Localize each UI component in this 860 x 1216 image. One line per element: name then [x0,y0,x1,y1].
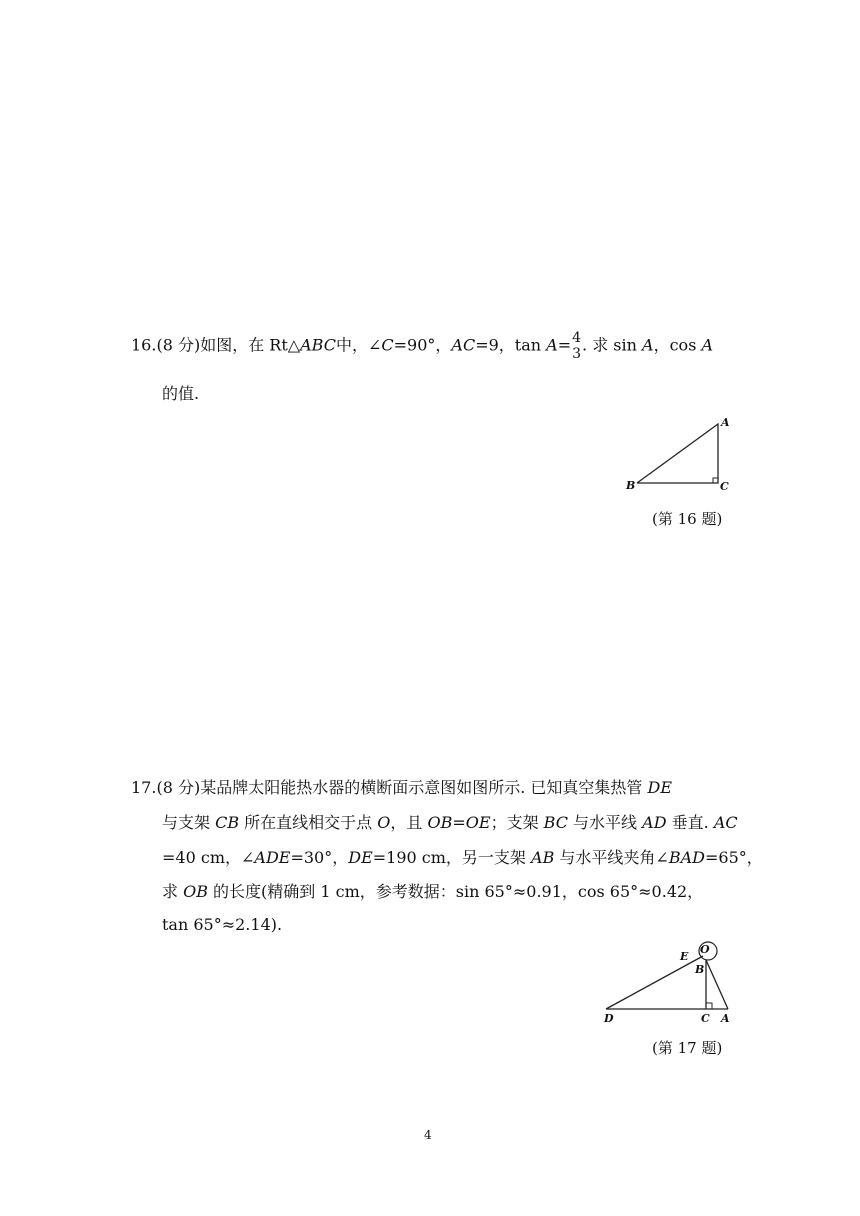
q16-line-2 [162,384,199,404]
q17-caption: (第 17 题) [652,1039,723,1057]
q17-text: =190 cm，另一支架 [372,848,532,867]
right-angle-mark [713,478,718,483]
q16-text: 中，∠ [335,335,382,355]
q17-var: CB [215,813,240,832]
q17-text: =65°， [704,848,763,867]
q16-var: A [701,335,714,355]
q17-text: 与水平线夹角∠ [554,848,669,867]
q17-text: 的长度(精确到 1 cm，参考数据：sin 65°≈0.91，cos 65°≈0.42， [207,882,704,901]
label-D: D [604,1012,614,1025]
q16-text: 如图，在 Rt△ [200,335,301,355]
q16-var: A [546,335,558,355]
q16-line-1 [131,330,713,362]
q17-figure [600,938,740,1028]
q16-var: C [381,335,394,355]
q16-text: 的值. [162,384,200,403]
q17-text: = [452,813,466,832]
q17-var: OB [183,882,208,901]
label-B: B [626,479,636,492]
page-number: 4 [424,1128,432,1142]
q17-var: OE [465,813,491,832]
q17-var: DE [348,848,373,867]
label-C: C [701,1012,710,1025]
q17-line-4 [162,882,703,902]
q16-triangle [637,424,718,483]
label-O: O [700,943,710,956]
q17-line-5 [162,915,282,935]
label-A: A [721,1012,730,1025]
q16-var: AC [451,335,476,355]
q17-line-2 [162,813,738,833]
q16-text: =9，tan [475,335,547,355]
q17-text: 某品牌太阳能热水器的横断面示意图如图所示. 已知真空集热管 [200,778,648,797]
right-angle-mark [706,1003,712,1009]
q16-text: = [557,335,572,355]
q17-line-3 [162,848,763,868]
label-C: C [720,480,729,493]
segment-DE [606,956,703,1009]
q17-var: AB [531,848,555,867]
q16-var: ABC [300,335,336,355]
label-A: A [721,416,730,429]
q16-text: . 求 sin [582,335,643,355]
q17-text: =40 cm，∠ [162,848,255,867]
label-B: B [695,963,705,976]
q17-text: =30°， [290,848,349,867]
q17-var: OB [427,813,453,832]
q17-var: AC [713,813,738,832]
fraction-denominator: 3 [572,346,582,362]
q17-text: 垂直. [666,813,714,832]
q17-text: ；支架 [490,813,544,832]
q16-fraction [572,330,581,362]
fraction-numerator: 4 [572,330,582,346]
q17-score: (8 分) [156,778,201,797]
q17-var: O [377,813,391,832]
q17-var: DE [647,778,672,797]
q16-text: =90°， [393,335,452,355]
q17-var: ADE [254,848,291,867]
q16-figure [620,412,740,502]
q17-text: 求 [162,882,184,901]
q16-text: ，cos [653,335,702,355]
label-E: E [680,950,689,963]
segment-BA [706,960,728,1009]
q16-score: (8 分) [156,335,201,355]
q17-var: AD [642,813,667,832]
q17-var: BC [543,813,568,832]
q17-text: ，且 [390,813,428,832]
q17-line-1 [131,778,672,798]
q17-text: 与支架 [162,813,216,832]
q16-number: 16. [131,335,157,355]
q17-text: tan 65°≈2.14). [162,915,283,934]
q17-number: 17. [131,778,157,797]
q16-caption: (第 16 题) [652,510,723,528]
q17-var: BAD [668,848,705,867]
q16-var: A [642,335,654,355]
q17-text: 所在直线相交于点 [239,813,378,832]
q17-text: 与水平线 [567,813,643,832]
